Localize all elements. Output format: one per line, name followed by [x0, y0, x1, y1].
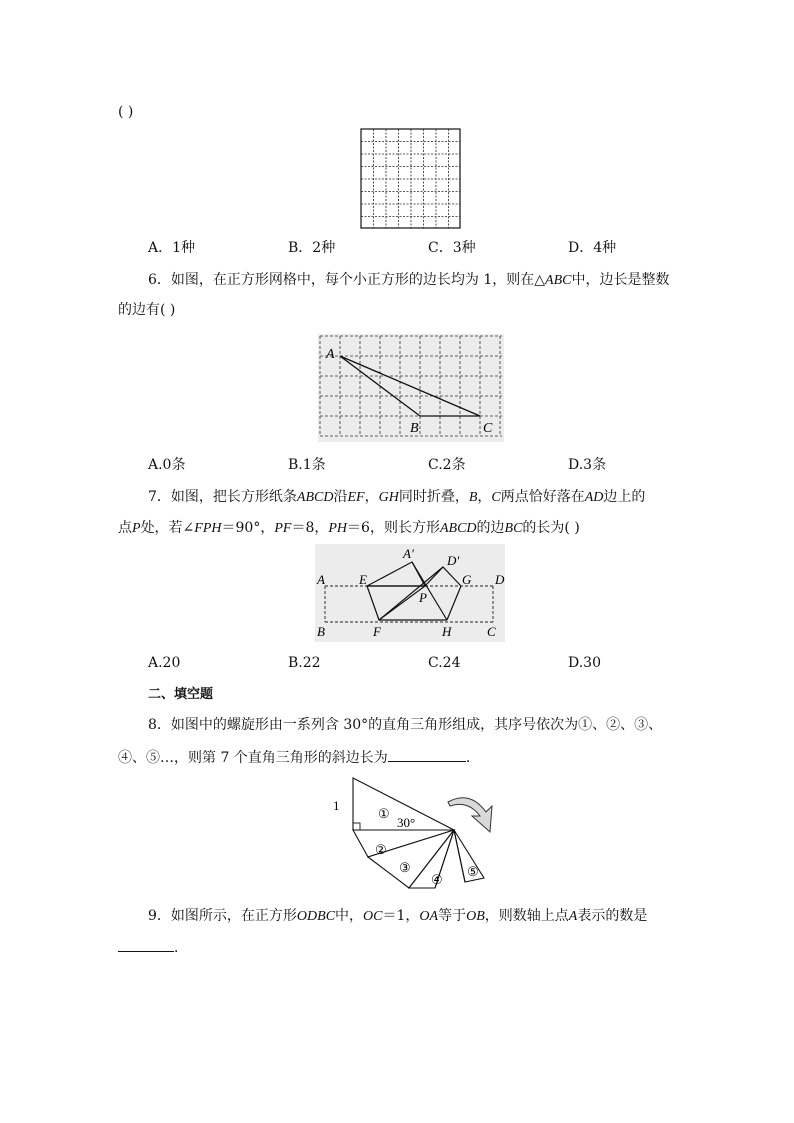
q7-option-c[interactable]: C.24	[428, 655, 461, 671]
q7-label-f: F	[373, 624, 381, 639]
q8-angle-label: 30°	[397, 815, 416, 830]
q7-option-b[interactable]: B.22	[288, 655, 321, 671]
q5-option-d[interactable]: D．4种	[568, 240, 617, 256]
q8-triangles	[353, 778, 484, 888]
section-fill-in-blank-heading: 二、填空题	[148, 687, 214, 702]
q9-answer-blank[interactable]	[118, 937, 174, 952]
q6-question-line1: 6．如图，在正方形网格中，每个小正方形的边长均为 1，则在△ABC中，边长是整数	[148, 272, 670, 288]
q7-label-a-prime: A'	[403, 546, 414, 561]
q8-spiral-figure	[330, 772, 500, 890]
q8-num-5: ⑤	[467, 864, 479, 879]
q6-triangle-figure	[318, 334, 504, 442]
q8-question-line2: ④、⑤…，则第 7 个直角三角形的斜边长为 ．	[118, 747, 480, 768]
q7-option-a[interactable]: A.20	[148, 655, 181, 671]
q7-label-c: C	[487, 624, 496, 639]
q6-option-a[interactable]: A.0条	[148, 457, 186, 473]
q6-label-c: C	[483, 421, 493, 436]
q8-num-1: ①	[378, 806, 390, 821]
q7-label-d-prime: D'	[447, 553, 460, 568]
q9-question-line1: 9．如图所示，在正方形ODBC中，OC＝1，OA等于OB，则数轴上点A表示的数是	[148, 908, 648, 924]
q7-question-line2: 点P处，若∠FPH＝90°，PF＝8，PH＝6，则长方形ABCD的边BC的长为( )	[118, 520, 580, 536]
q5-grid-lines	[361, 129, 460, 228]
q6-option-c[interactable]: C.2条	[428, 457, 466, 473]
q7-label-d: D	[495, 572, 505, 587]
q5-option-c[interactable]: C．3种	[428, 240, 476, 256]
q8-num-2: ②	[375, 842, 387, 857]
q7-label-a: A	[317, 572, 325, 587]
q6-label-b: B	[410, 421, 419, 436]
q5-option-a[interactable]: A．1种	[148, 240, 196, 256]
q8-answer-blank[interactable]	[388, 747, 466, 762]
q6-option-d[interactable]: D.3条	[568, 457, 607, 473]
q7-label-p: P	[419, 590, 427, 605]
q7-option-d[interactable]: D.30	[568, 655, 601, 671]
q8-rotation-arrow-icon	[448, 798, 492, 832]
q8-num-3: ③	[399, 860, 411, 875]
q8-question-line1: 8．如图中的螺旋形由一系列含 30°的直角三角形组成，其序号依次为①、②、③、	[148, 717, 663, 733]
q8-side-length-label: 1	[333, 798, 340, 813]
q7-question-line1: 7．如图，把长方形纸条ABCD沿EF，GH同时折叠，B，C两点恰好落在AD边上的	[148, 489, 646, 505]
q7-label-e: E	[359, 572, 367, 587]
q5-grid-border	[361, 129, 460, 228]
q7-label-g: G	[462, 572, 472, 587]
q9-question-line2: ．	[118, 937, 188, 958]
q5-option-b[interactable]: B．2种	[288, 240, 336, 256]
q7-label-b: B	[317, 624, 325, 639]
q6-option-b[interactable]: B.1条	[288, 457, 326, 473]
q5-answer-paren: ( )	[118, 104, 134, 120]
q7-label-h: H	[442, 624, 452, 639]
q5-grid-figure	[360, 128, 462, 230]
q7-folding-figure	[315, 544, 505, 642]
q6-label-a: A	[326, 347, 335, 362]
q8-num-4: ④	[431, 872, 443, 887]
q6-question-line2: 的边有( )	[118, 302, 176, 318]
